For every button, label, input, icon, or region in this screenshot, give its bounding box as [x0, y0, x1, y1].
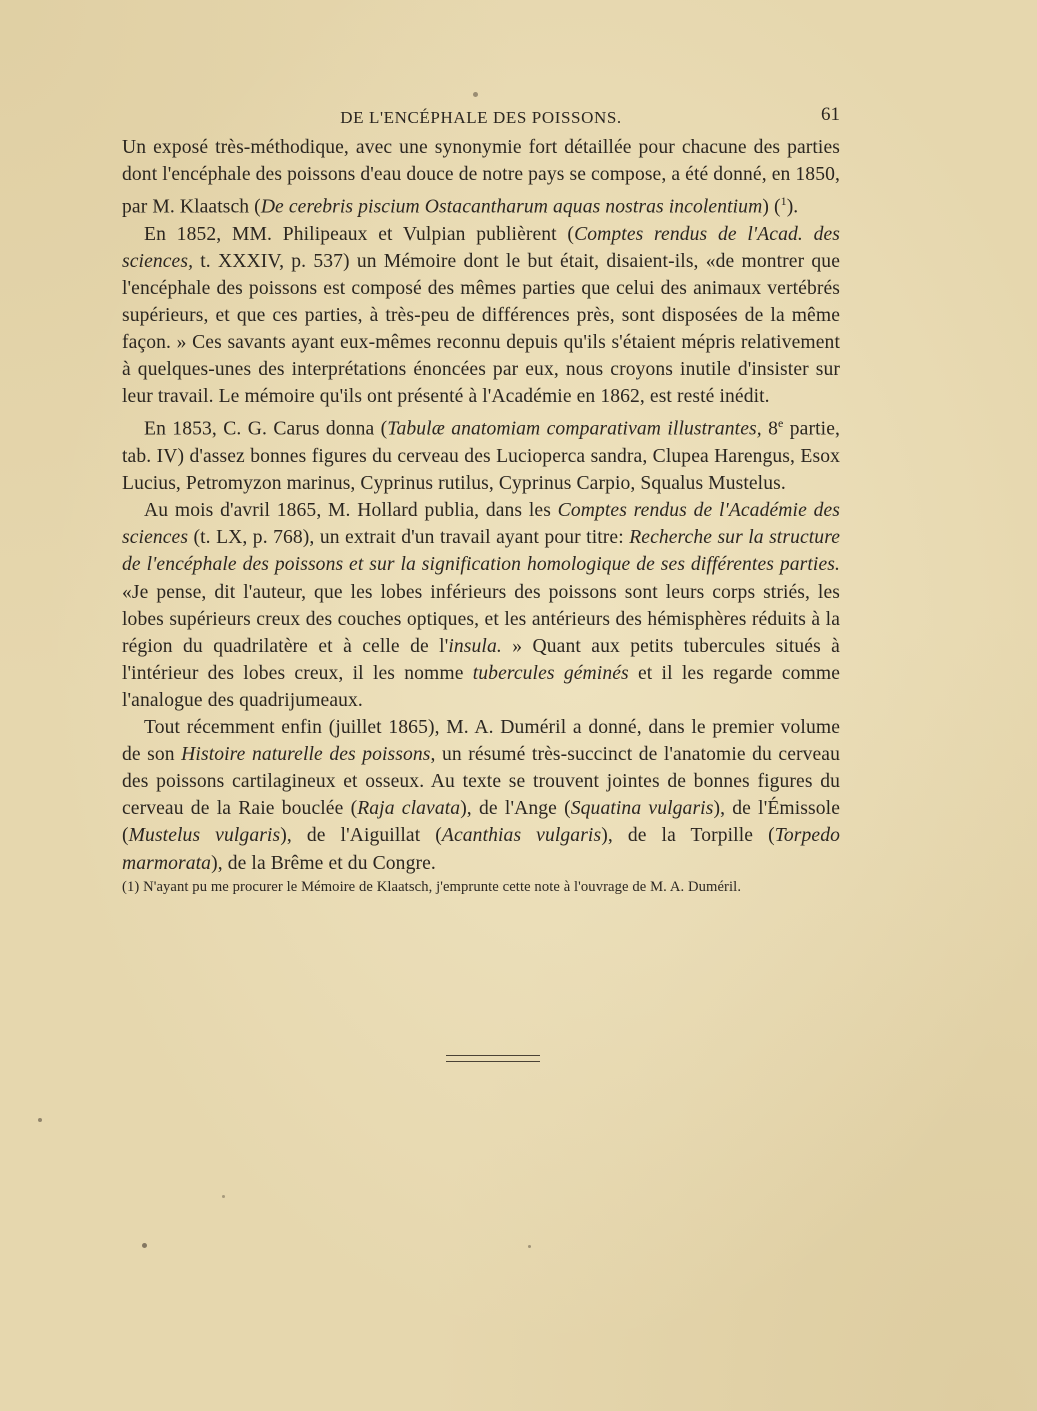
- double-rule-top: [446, 1055, 540, 1056]
- paragraph-klaatsch: [122, 134, 840, 221]
- italic-term: tubercules géminés: [472, 662, 629, 684]
- text-run: «Je pense, dit l'auteur, que les lobes inférieurs des poissons sont leurs corps striés, les lobes supérieurs creux des couches optiques, et les antérieurs des hémisphères réduits à la région du quadrilatère et à celle de l': [122, 581, 840, 657]
- species-name: Raja clavata: [357, 798, 461, 820]
- text-run: Au mois d'avril 1865, M. Hollard publia, dans les: [144, 500, 558, 522]
- text-run: ) (: [762, 196, 781, 218]
- paragraph-dumeril: [122, 714, 840, 877]
- body-text: [122, 134, 840, 897]
- species-name: Squatina vulgaris: [570, 798, 714, 820]
- italic-title: Histoire naturelle des poissons: [181, 744, 431, 766]
- text-run: 8: [761, 419, 778, 440]
- paragraph-philipeaux-vulpian: [122, 221, 840, 411]
- species-name: Acanthias vulgaris: [441, 825, 602, 847]
- text-run: En 1852, MM. Philipeaux et Vulpian publièrent (: [144, 223, 575, 245]
- text-run: ).: [786, 196, 799, 218]
- species-name: Mustelus vulgaris: [128, 825, 281, 847]
- italic-title: De cerebris piscium Ostacantharum aquas nostras incolentium: [260, 196, 763, 218]
- footnote-ref: 1: [780, 194, 787, 209]
- superscript: e: [778, 416, 784, 431]
- species-name: Torpedo marmorata: [122, 825, 841, 874]
- paper-speck: [222, 1195, 225, 1198]
- italic-title: Tabulæ anatomiam comparativam illustrantes,: [387, 419, 762, 440]
- text-run: ), de l'Ange (: [460, 798, 571, 820]
- text-run: (t. LX, p. 768), un extrait d'un travail ayant pour titre:: [188, 527, 630, 549]
- italic-term: insula.: [448, 635, 502, 657]
- text-run: Un exposé très-méthodique, avec une synonymie fort détaillée pour chacune des parties dont l'encéphale des poissons d'eau douce de notre pays se compose, a été donné, en 1850, par M. Klaatsch (: [122, 137, 840, 218]
- text-run: et il les regarde comme l'analogue des quadrijumeaux.: [122, 662, 840, 711]
- double-rule-bottom: [446, 1061, 540, 1062]
- text-run: t. XXXIV, p. 537) un Mémoire dont le but était, disaient-ils, «de montrer que l'encéphale des poissons est composé des mêmes parties que celui des animaux vertébrés supérieurs, et que ces parties, à très-peu de différences près, sont disposées de la même façon. » Ces savants ayant eux-mêmes reconnu depuis qu'ils s'étaient mépris relativement à quelques-unes des interprétations énoncées par eux, nous croyons inutile d'insister sur leur travail. Le mémoire qu'ils ont présenté à l'Académie en 1862, est resté inédit.: [122, 250, 840, 408]
- paper-speck: [38, 1118, 42, 1122]
- running-title: DE L'ENCÉPHALE DES POISSONS.: [340, 108, 622, 127]
- page-content: [122, 104, 840, 897]
- paper-speck: [142, 1243, 147, 1248]
- text-run: ), de la Brême et du Congre.: [211, 852, 436, 874]
- text-run: ), de la Torpille (: [601, 825, 775, 847]
- italic-title: Comptes rendus de l'Acad. des sciences,: [122, 223, 840, 272]
- text-run: partie, tab. IV) d'assez bonnes figures du cerveau des Lucioperca sandra, Clupea Harengus, Esox Lucius, Petromyzon marinus, Cyprinus rutilus, Cyprinus Carpio, Squalus Mustelus.: [122, 419, 840, 495]
- text-run: ), de l'Émissole (: [122, 798, 840, 847]
- text-run: Tout récemment enfin (juillet 1865), M. A. Duméril a donné, dans le premier volume de son: [122, 717, 840, 766]
- running-head: [122, 104, 840, 134]
- text-run: En 1853, C. G. Carus donna (: [144, 419, 388, 440]
- footnote-marker: (1): [122, 878, 140, 895]
- paper-speck: [473, 92, 478, 97]
- paper-speck: [528, 1245, 531, 1248]
- footnote: [122, 877, 840, 897]
- italic-title: Recherche sur la structure de l'encéphale des poissons et sur la signification homologique de ses différentes parties.: [122, 527, 840, 576]
- text-run: ), de l'Aiguillat (: [280, 825, 442, 847]
- text-run: , un résumé très-succinct de l'anatomie du cerveau des poissons cartilagineux et osseux. Au texte se trouvent jointes de bonnes figures du cerveau de la Raie bouclée (: [122, 744, 841, 820]
- italic-title: Comptes rendus de l'Académie des sciences: [122, 500, 841, 549]
- footnote-text: N'ayant pu me procurer le Mémoire de Klaatsch, j'emprunte cette note à l'ouvrage de M. A. Duméril.: [139, 878, 742, 895]
- page-number: 61: [821, 104, 840, 125]
- paragraph-carus: [122, 410, 840, 497]
- text-run: » Quant aux petits tubercules situés à l'intérieur des lobes creux, il les nomme: [122, 635, 840, 684]
- paragraph-hollard: [122, 497, 840, 714]
